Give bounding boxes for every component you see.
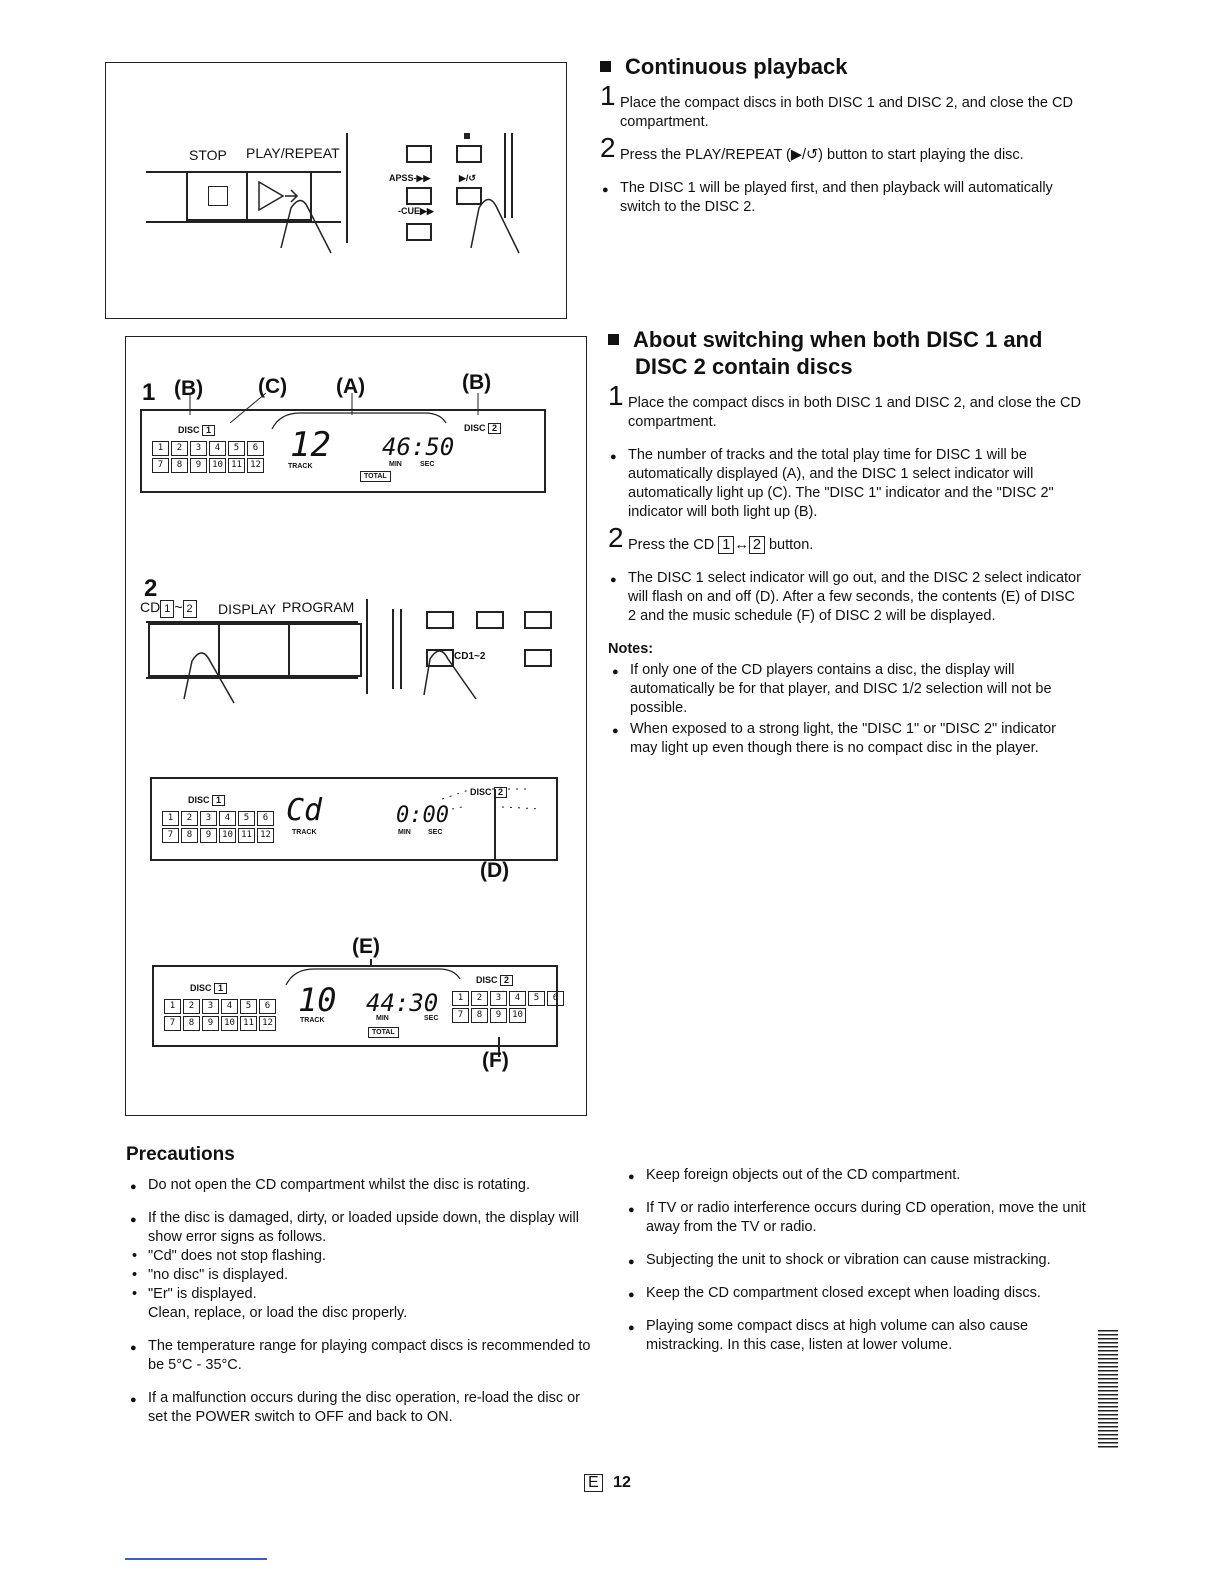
section-heading: About switching when both DISC 1 and DISC 2 contain discs (608, 326, 1082, 380)
min-label: MIN (389, 461, 402, 468)
error-sign-item: • "Cd" does not stop flashing. (132, 1248, 326, 1264)
section-continuous-playback (600, 54, 1080, 217)
bracket-line (284, 965, 464, 987)
page-number: 12 (613, 1474, 631, 1491)
divider-line (504, 133, 506, 218)
step-1: 1 Place the compact discs in both DISC 1 and DISC 2, and close the CD compartment. (608, 380, 1081, 430)
bullet-item: ● The number of tracks and the total play time for DISC 1 will be automatically displayed (A), and the DISC 1 select indicator will automatically light up (C). The "DISC 1" indicator and the "DISC 2" indicator will both light up (B). (628, 446, 1082, 522)
finger-pointer-icon (276, 188, 346, 268)
precaution-item: ● If the disc is damaged, dirty, or loaded upside down, the display will show error signs as follows. (148, 1209, 592, 1247)
label-b-left: (B) (174, 377, 204, 400)
display-label: DISPLAY (218, 601, 277, 617)
track-grid-row2: 7 8 9 10 11 12 (152, 458, 264, 473)
divider-line (400, 609, 402, 689)
cue-label: -CUE▶▶ (398, 206, 434, 216)
play-repeat-label: PLAY/REPEAT (246, 145, 340, 161)
disc1-indicator: DISC 1 (178, 425, 215, 436)
precautions-left-column (132, 1176, 592, 1427)
label-f: (F) (482, 1049, 509, 1072)
program-button[interactable] (288, 623, 362, 677)
label-a: (A) (336, 375, 366, 398)
divider-line (346, 133, 348, 243)
stop-label: STOP (189, 147, 227, 163)
finger-pointer-icon (461, 183, 531, 263)
track-label: TRACK (288, 463, 313, 470)
disc2-track-count: 10 (298, 981, 337, 1019)
precaution-item: ● Do not open the CD compartment whilst the disc is rotating. (148, 1176, 592, 1195)
cd-button-label: CD 1 ~ 2 (140, 599, 197, 618)
sec-label: SEC (420, 461, 435, 468)
cue-button[interactable] (406, 223, 432, 241)
disc2-indicator: DISC 2 (476, 975, 513, 986)
step1-number: 1 (142, 379, 156, 406)
track-grid-row1: 1 2 3 4 5 6 (152, 441, 264, 456)
track-number: 12 (290, 425, 331, 465)
total-label: TOTAL (368, 1027, 399, 1038)
cd-flashing-text: Cd (286, 793, 323, 828)
note-item: ● If only one of the CD players contains a disc, the display will automatically be for that player, and DISC 1/2 selection will not be possible. (630, 661, 1082, 718)
lcd-display-2 (150, 777, 558, 861)
small-button-b[interactable] (476, 611, 504, 629)
finger-pointer-icon (176, 637, 256, 707)
flash-marks (432, 779, 552, 819)
precaution-item: ● Keep the CD compartment closed except when loading discs. (646, 1284, 1092, 1303)
pointer-d-line (494, 789, 496, 859)
sec-label: SEC (424, 1015, 439, 1022)
total-time: 46:50 (382, 433, 455, 461)
small-button-2[interactable] (456, 145, 482, 163)
footer-rule (125, 1558, 267, 1560)
disc2-indicator-flashing: DISC 2 (470, 787, 507, 798)
apss-label: APSS-▶▶ (389, 173, 431, 183)
precautions-right-column (646, 1166, 1092, 1355)
apss-button[interactable] (406, 187, 432, 205)
precaution-item: ● Subjecting the unit to shock or vibration can cause mistracking. (646, 1251, 1092, 1270)
min-label: MIN (398, 829, 411, 836)
cd-small-label: CD1~2 (454, 651, 486, 662)
page-footer (584, 1474, 631, 1492)
total-label: TOTAL (360, 471, 391, 482)
disc2-indicator: DISC 2 (464, 423, 501, 434)
note-item: ● When exposed to a strong light, the "DISC 1" or "DISC 2" indicator may light up even though there is no compact disc in the player. (630, 720, 1082, 758)
divider-line (366, 599, 368, 694)
min-label: MIN (376, 1015, 389, 1022)
label-b-right: (B) (462, 371, 492, 394)
track-grid-row2: 7 8 9 10 11 12 (164, 1016, 276, 1031)
disc1-indicator: DISC 1 (188, 795, 225, 806)
disc2-grid-row2: 7 8 9 10 (452, 1008, 564, 1023)
error-sign-item: • "no disc" is displayed. (132, 1267, 289, 1283)
small-button-a[interactable] (426, 611, 454, 629)
precaution-item: ● The temperature range for playing compact discs is recommended to be 5°C - 35°C. (148, 1337, 592, 1375)
divider-line (511, 133, 513, 218)
indicator-dot (464, 133, 470, 139)
switch-arrow-icon: ↔ (734, 537, 749, 553)
figure-disc-switching (125, 336, 587, 1116)
time-zero: 0:00 (396, 803, 449, 828)
section-heading: Continuous playback (600, 54, 1080, 80)
disc2-total-time: 44:30 (366, 989, 439, 1017)
bullet-item: ● The DISC 1 will be played first, and then playback will automatically switch to the DISC 2. (620, 179, 1080, 217)
precaution-item: ● If a malfunction occurs during the disc operation, re-load the disc or set the POWER switch to OFF and back to ON. (148, 1389, 592, 1427)
track-label: TRACK (300, 1017, 325, 1024)
track-grid-row1: 1 2 3 4 5 6 (164, 999, 276, 1014)
sec-label: SEC (428, 829, 443, 836)
precaution-item: ● Playing some compact discs at high volume can also cause mistracking. In this case, listen at lower volume. (646, 1317, 1092, 1355)
stop-button[interactable] (186, 171, 250, 221)
error-sign-item: • "Er" is displayed. (132, 1286, 257, 1302)
figure-continuous-playback (105, 62, 567, 319)
precautions-heading: Precautions (126, 1144, 235, 1165)
divider-line (392, 609, 394, 689)
small-button-d[interactable] (524, 649, 552, 667)
disc1-indicator: DISC 1 (190, 983, 227, 994)
small-button-1[interactable] (406, 145, 432, 163)
track-grid-row2: 7 8 9 10 11 12 (162, 828, 274, 843)
program-label: PROGRAM (282, 599, 355, 615)
small-button-c[interactable] (524, 611, 552, 629)
notes-heading: Notes: (608, 641, 654, 657)
track-grid-row1: 1 2 3 4 5 6 (162, 811, 274, 826)
finger-pointer-icon (416, 637, 496, 707)
disc1-box: 1 (718, 536, 734, 554)
language-badge: E (584, 1474, 603, 1492)
bullet-item: ● The DISC 1 select indicator will go out, and the DISC 2 select indicator will flash on and off (D). After a few seconds, the contents (E) of DISC 2 and the music schedule (F) of DISC 2 will be displayed. (628, 569, 1082, 626)
track-label: TRACK (292, 829, 317, 836)
label-c: (C) (258, 375, 288, 398)
step2-number: 2 (144, 575, 158, 602)
precaution-item: ● Keep foreign objects out of the CD compartment. (646, 1166, 1092, 1185)
edge-marks (1098, 1330, 1118, 1448)
disc2-box: 2 (749, 536, 765, 554)
step-1: 1 Place the compact discs in both DISC 1 and DISC 2, and close the CD compartment. (600, 80, 1073, 130)
disc2-grid-row1: 1 2 3 4 5 6 (452, 991, 564, 1006)
step-2: 2 Press the PLAY/REPEAT (▶/↺) button to start playing the disc. (600, 132, 1024, 163)
section-disc-switching (608, 326, 1082, 758)
error-remedy: Clean, replace, or load the disc properly. (148, 1305, 408, 1321)
step-2: 2 Press the CD 1 ↔ 2 button. (608, 522, 814, 553)
play-symbol-label: ▶/↺ (459, 173, 476, 183)
label-e: (E) (352, 935, 380, 958)
pointer-lines (156, 393, 556, 423)
lcd-display-3 (152, 965, 558, 1047)
precaution-item: ● If TV or radio interference occurs during CD operation, move the unit away from the TV or radio. (646, 1199, 1092, 1237)
label-d: (D) (480, 859, 510, 882)
